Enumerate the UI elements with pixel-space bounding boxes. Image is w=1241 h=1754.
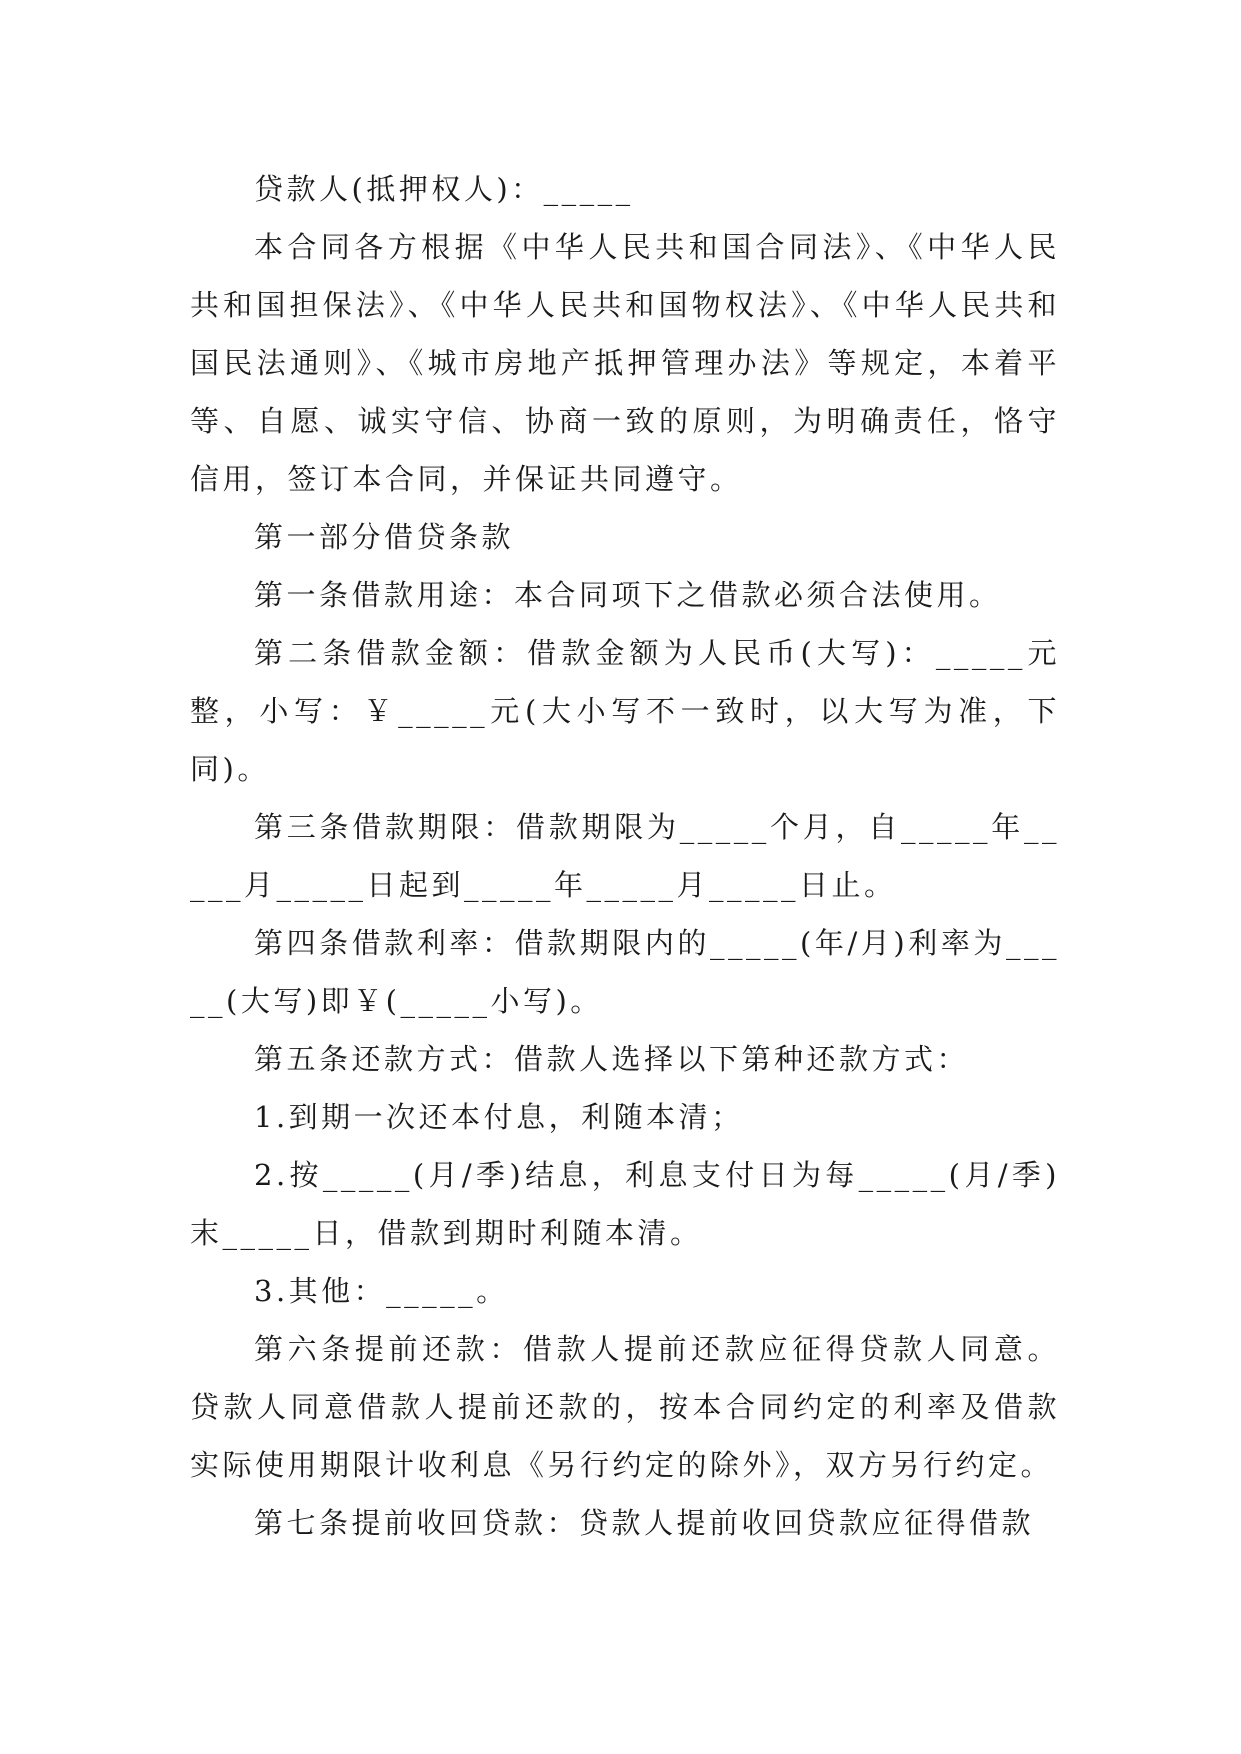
repayment-option-1: 1.到期一次还本付息，利随本清； bbox=[254, 1100, 744, 1134]
article-1-purpose: 第一条借款用途：本合同项下之借款必须合法使用。 bbox=[254, 578, 1002, 612]
article-6-early-repayment: 第六条提前还款：借款人提前还款应征得贷款人同意。贷款人同意借款人提前还款的，按本合同约定的利率及借款实际使用期限计收利息《另行约定的除外》，双方另行约定。 bbox=[190, 1332, 1060, 1482]
article-2-amount: 第二条借款金额：借款金额为人民币(大写)：_____元整，小写：￥_____元(大小写不一致时，以大写为准，下同)。 bbox=[190, 636, 1060, 786]
paragraph-preamble: 本合同各方根据《中华人民共和国合同法》、《中华人民共和国担保法》、《中华人民共和国物权法》、《中华人民共和国民法通则》、《城市房地产抵押管理办法》等规定，本着平等、自愿、诚实守信、协商一致的原则，为明确责任，恪守信用，签订本合同，并保证共同遵守。 bbox=[190, 230, 1060, 496]
document-page bbox=[190, 160, 1060, 1552]
article-3-term: 第三条借款期限：借款期限为_____个月，自_____年_____月_____日起到_____年_____月_____日止。 bbox=[190, 810, 1060, 902]
article-7-early-recall: 第七条提前收回贷款：贷款人提前收回贷款应征得借款 bbox=[254, 1506, 1035, 1540]
paragraph-lender: 贷款人(抵押权人)：_____ bbox=[254, 172, 634, 206]
article-5-repayment-method: 第五条还款方式：借款人选择以下第种还款方式： bbox=[254, 1042, 970, 1076]
repayment-option-3: 3.其他：_____。 bbox=[254, 1274, 509, 1308]
article-4-interest-rate: 第四条借款利率：借款期限内的_____(年/月)利率为_____(大写)即￥(_____小写)。 bbox=[190, 926, 1060, 1018]
repayment-option-2: 2.按_____(月/季)结息，利息支付日为每_____(月/季)末_____日，借款到期时利随本清。 bbox=[190, 1158, 1060, 1250]
section-heading-loan-terms: 第一部分借贷条款 bbox=[254, 520, 515, 554]
